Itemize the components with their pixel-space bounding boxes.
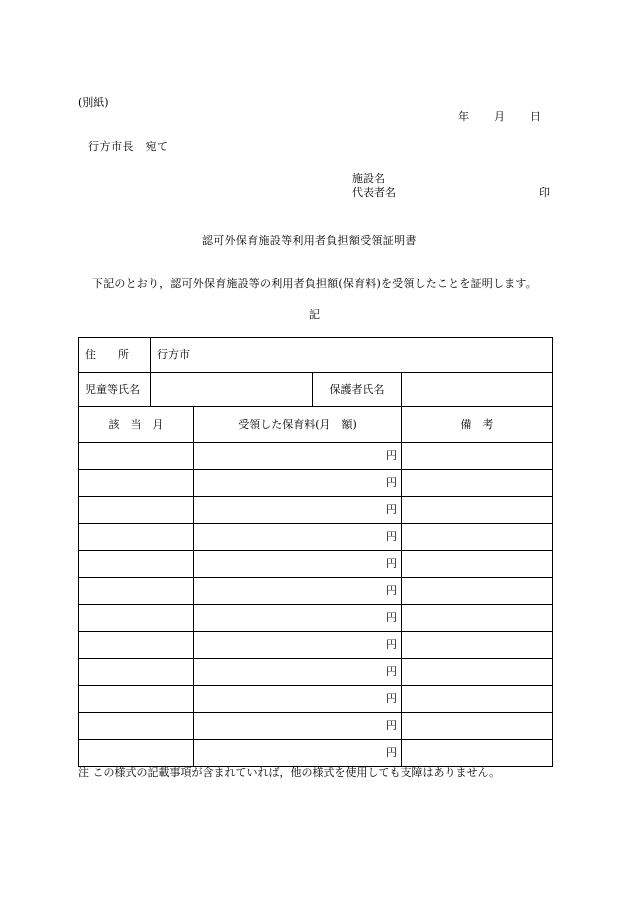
fee-cell[interactable]: 円 bbox=[194, 605, 402, 632]
month-cell[interactable] bbox=[79, 605, 194, 632]
month-cell[interactable] bbox=[79, 497, 194, 524]
document-title: 認可外保育施設等利用者負担額受領証明書 bbox=[202, 234, 417, 247]
fee-cell[interactable]: 円 bbox=[194, 551, 402, 578]
table-row bbox=[79, 713, 553, 740]
facility-name-label: 施設名 bbox=[352, 172, 385, 185]
table-row bbox=[79, 578, 553, 605]
table-row bbox=[79, 524, 553, 551]
child-name-field[interactable] bbox=[151, 373, 313, 407]
remarks-cell[interactable] bbox=[402, 443, 553, 470]
seal-label: 印 bbox=[539, 186, 550, 199]
fee-cell[interactable]: 円 bbox=[194, 740, 402, 767]
fee-cell[interactable]: 円 bbox=[194, 632, 402, 659]
remarks-cell[interactable] bbox=[402, 713, 553, 740]
fee-cell[interactable]: 円 bbox=[194, 713, 402, 740]
date-month: 月 bbox=[494, 110, 505, 123]
fee-cell[interactable]: 円 bbox=[194, 497, 402, 524]
table-row bbox=[79, 551, 553, 578]
month-cell[interactable] bbox=[79, 443, 194, 470]
remarks-cell[interactable] bbox=[402, 740, 553, 767]
table-row bbox=[79, 497, 553, 524]
remarks-cell[interactable] bbox=[402, 605, 553, 632]
month-cell[interactable] bbox=[79, 578, 194, 605]
month-cell[interactable] bbox=[79, 524, 194, 551]
remarks-cell[interactable] bbox=[402, 524, 553, 551]
month-cell[interactable] bbox=[79, 686, 194, 713]
remarks-cell[interactable] bbox=[402, 686, 553, 713]
child-name-label: 児童等氏名 bbox=[79, 373, 151, 407]
table-row bbox=[79, 632, 553, 659]
fee-cell[interactable]: 円 bbox=[194, 578, 402, 605]
address-value[interactable]: 行方市 bbox=[151, 338, 553, 373]
table-row bbox=[79, 659, 553, 686]
fee-cell[interactable]: 円 bbox=[194, 686, 402, 713]
address-label: 住 所 bbox=[79, 338, 151, 373]
table-row bbox=[79, 740, 553, 767]
guardian-name-label: 保護者氏名 bbox=[313, 373, 402, 407]
statement-text: 下記のとおり，認可外保育施設等の利用者負担額(保育料)を受領したことを証明します。 bbox=[92, 277, 537, 290]
remarks-cell[interactable] bbox=[402, 578, 553, 605]
addressee: 行方市長 宛て bbox=[88, 140, 169, 153]
remarks-cell[interactable] bbox=[402, 632, 553, 659]
annex-label: (別紙) bbox=[78, 96, 109, 109]
date-line bbox=[458, 110, 541, 124]
month-cell[interactable] bbox=[79, 551, 194, 578]
fee-cell[interactable]: 円 bbox=[194, 524, 402, 551]
col-remarks-header: 備 考 bbox=[402, 407, 553, 443]
name-row bbox=[79, 373, 553, 407]
col-fee-header: 受領した保育料(月 額) bbox=[194, 407, 402, 443]
month-cell[interactable] bbox=[79, 713, 194, 740]
guardian-name-field[interactable] bbox=[402, 373, 553, 407]
table-row bbox=[79, 605, 553, 632]
table-row bbox=[79, 470, 553, 497]
ki-label: 記 bbox=[309, 308, 320, 321]
date-day: 日 bbox=[530, 110, 541, 123]
month-cell[interactable] bbox=[79, 740, 194, 767]
fee-cell[interactable]: 円 bbox=[194, 470, 402, 497]
fee-cell[interactable]: 円 bbox=[194, 659, 402, 686]
month-cell[interactable] bbox=[79, 659, 194, 686]
header-row bbox=[79, 407, 553, 443]
fee-cell[interactable]: 円 bbox=[194, 443, 402, 470]
remarks-cell[interactable] bbox=[402, 497, 553, 524]
table-row bbox=[79, 686, 553, 713]
representative-label: 代表者名 bbox=[352, 186, 396, 199]
certificate-table bbox=[78, 337, 553, 767]
address-row bbox=[79, 338, 553, 373]
table-row bbox=[79, 443, 553, 470]
remarks-cell[interactable] bbox=[402, 470, 553, 497]
date-year: 年 bbox=[458, 110, 469, 123]
month-cell[interactable] bbox=[79, 632, 194, 659]
remarks-cell[interactable] bbox=[402, 659, 553, 686]
footnote: 注 この様式の記載事項が含まれていれば，他の様式を使用しても支障はありません。 bbox=[78, 766, 501, 779]
remarks-cell[interactable] bbox=[402, 551, 553, 578]
month-cell[interactable] bbox=[79, 470, 194, 497]
col-month-header: 該 当 月 bbox=[79, 407, 194, 443]
